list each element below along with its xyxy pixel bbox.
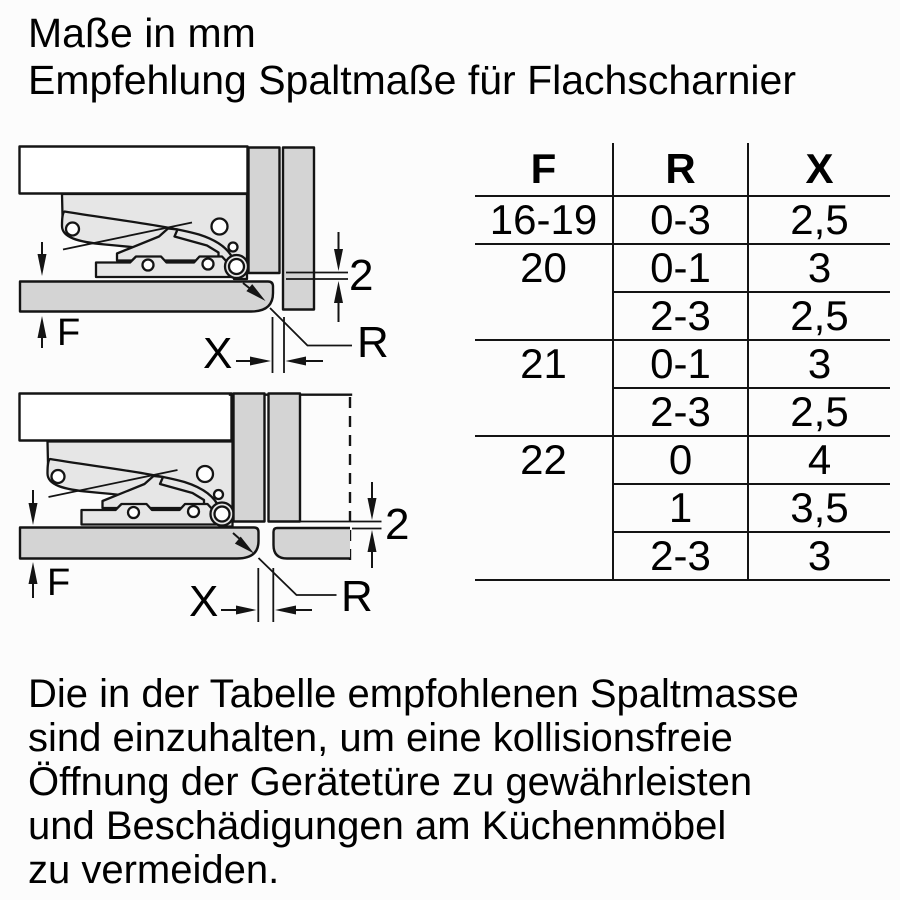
cell-r: 0-1 [613, 340, 748, 388]
table-row [475, 436, 890, 484]
cell-f: 20 [475, 244, 613, 340]
table-row [475, 340, 890, 388]
dimension-X [189, 568, 312, 626]
cell-x: 2,5 [748, 388, 890, 436]
cell-r: 1 [613, 484, 748, 532]
label-F: F [57, 312, 81, 354]
label-gap-2: 2 [349, 251, 374, 300]
note-line: und Beschädigungen am Küchenmöbel [28, 804, 727, 848]
cell-r: 0-3 [613, 196, 748, 244]
cell-x: 3 [748, 244, 890, 292]
furniture-door-panel [234, 394, 265, 522]
furniture-door-panel [249, 148, 280, 274]
gap-table [475, 143, 890, 581]
page-title [28, 10, 796, 104]
label-X: X [189, 577, 219, 626]
col-header-x: X [748, 143, 890, 196]
cell-r: 2-3 [613, 292, 748, 340]
cell-f: 21 [475, 340, 613, 436]
cell-f: 22 [475, 436, 613, 580]
cell-r: 0-1 [613, 244, 748, 292]
cell-x: 2,5 [748, 196, 890, 244]
title-line-1: Maße in mm [28, 10, 256, 56]
diagram-top [20, 147, 389, 379]
furniture-front-panel [20, 282, 273, 312]
note-line: Die in der Tabelle empfohlenen Spaltmasse [28, 672, 799, 716]
appliance-door-panel [283, 148, 314, 310]
note-paragraph [28, 672, 799, 892]
cell-x: 4 [748, 436, 890, 484]
cabinet-top-panel [20, 394, 232, 441]
note-line: zu vermeiden. [28, 848, 280, 892]
table-header-row [475, 143, 890, 196]
label-F: F [47, 562, 71, 604]
col-header-f: F [475, 143, 613, 196]
label-R: R [341, 572, 373, 621]
cell-r: 2-3 [613, 532, 748, 580]
cabinet-top-panel [20, 147, 248, 194]
cell-f: 16-19 [475, 196, 613, 244]
label-X: X [203, 329, 233, 378]
furniture-front-panel-right [274, 528, 351, 559]
cell-x: 2,5 [748, 292, 890, 340]
col-header-r: R [613, 143, 748, 196]
table-row [475, 196, 890, 244]
furniture-front-panel [20, 528, 259, 559]
cell-x: 3 [748, 532, 890, 580]
title-line-2: Empfehlung Spaltmaße für Flachscharnier [28, 57, 796, 103]
cell-r: 0 [613, 436, 748, 484]
hinge-diagrams [0, 130, 430, 640]
table-row [475, 244, 890, 292]
cell-x: 3,5 [748, 484, 890, 532]
cell-r: 2-3 [613, 388, 748, 436]
appliance-door-panel [269, 394, 301, 522]
label-R: R [357, 318, 389, 367]
cell-x: 3 [748, 340, 890, 388]
note-line: sind einzuhalten, um eine kollisionsfreie [28, 716, 733, 760]
note-line: Öffnung der Gerätetüre zu gewährleisten [28, 760, 753, 804]
diagram-bottom [20, 394, 410, 627]
dimension-X [203, 317, 323, 378]
label-gap-2: 2 [385, 500, 410, 549]
